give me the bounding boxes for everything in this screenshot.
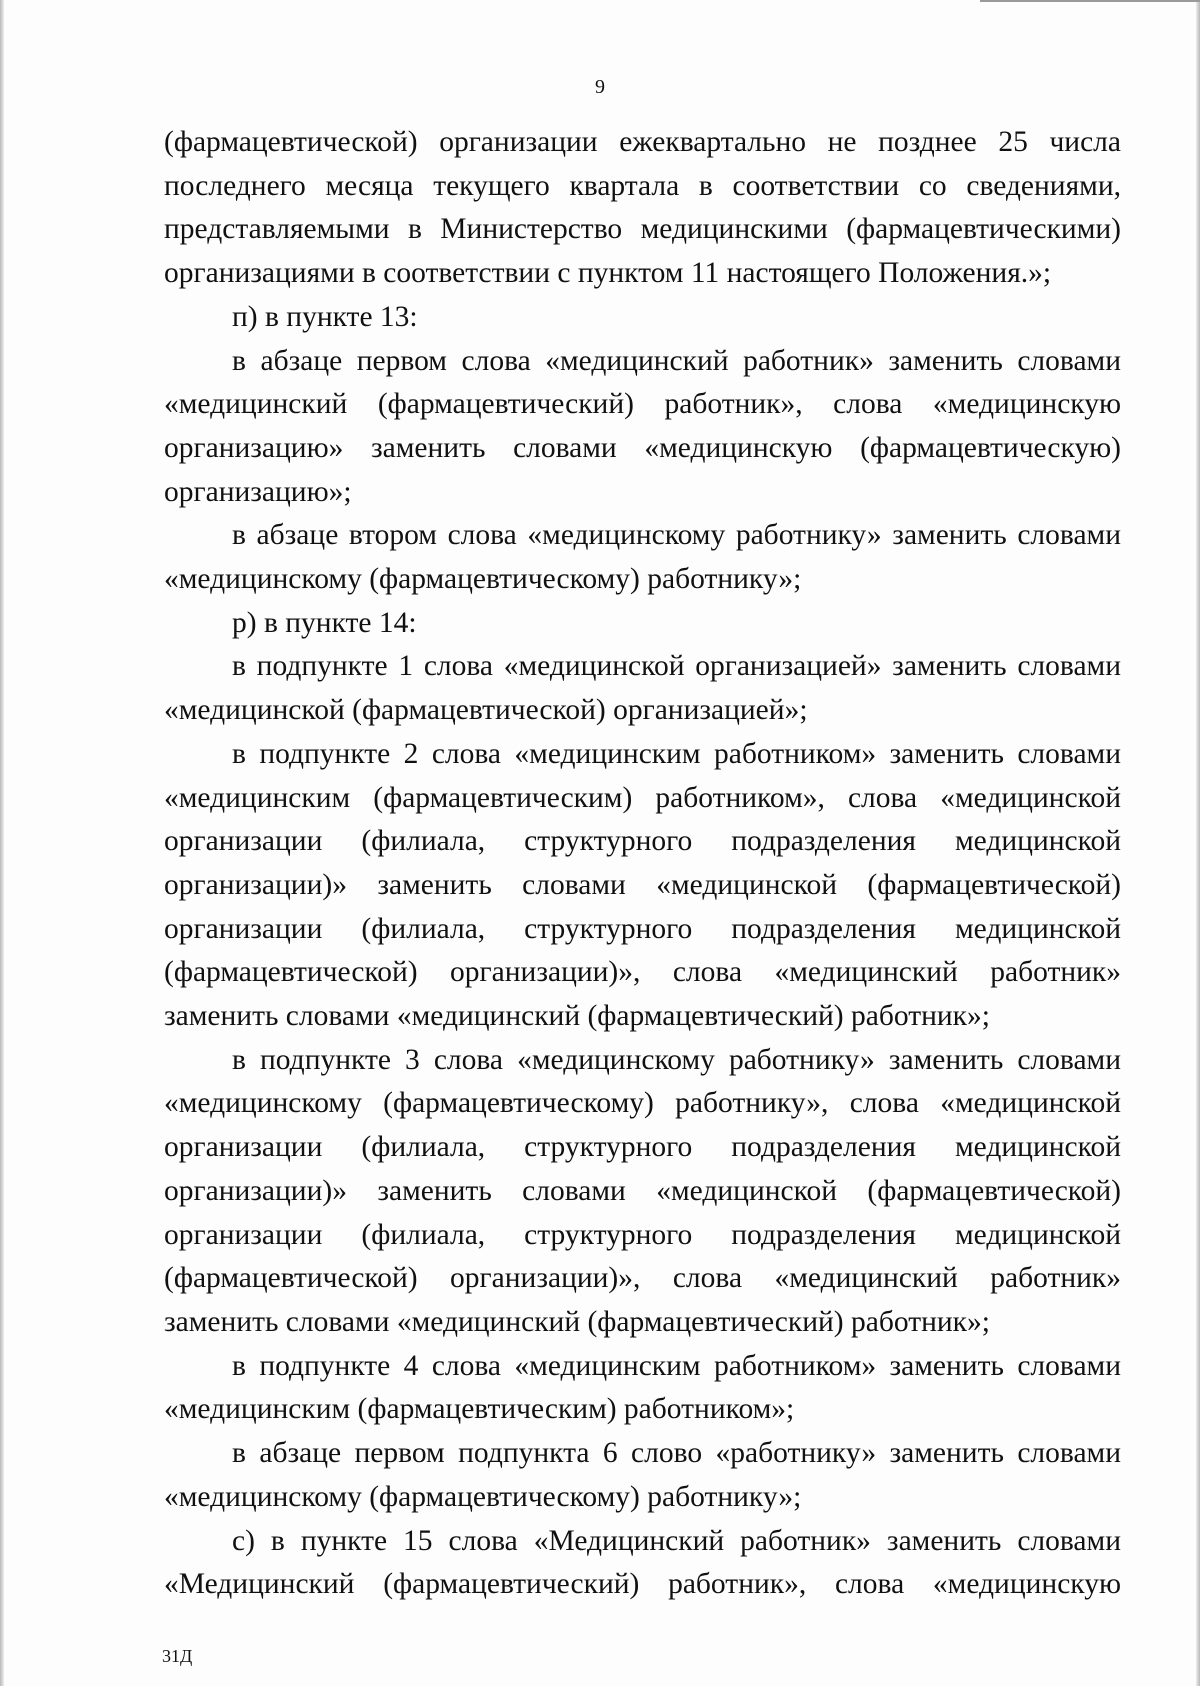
scan-edge-right <box>1196 0 1200 1686</box>
paragraph: (фармацевтической) организации ежеквартально не позднее 25 числа последнего месяца текущего квартала в соответствии со сведениями, представляемыми в Министерство медицинскими (фармацевтическими) организациями в соответствии с пунктом 11 настоящего Положения.»; <box>164 126 1121 290</box>
paragraph: р) в пункте 14: <box>232 606 417 639</box>
footer-code: 31Д <box>162 1646 193 1666</box>
page-number: 9 <box>595 76 605 98</box>
paragraph: в абзаце первом слова «медицинский работник» заменить словами «медицинский (фармацевтический) работник», слова «медицинскую организацию» заменить словами «медицинскую (фармацевтическую) организацию»; <box>164 344 1121 508</box>
scan-edge-top <box>980 0 1200 2</box>
paragraph: с) в пункте 15 слова «Медицинский работник» заменить словами «Медицинский (фармацевтический) работник», слова «медицинскую <box>164 1524 1121 1601</box>
paragraph: в абзаце первом подпункта 6 слово «работнику» заменить словами «медицинскому (фармацевтическому) работнику»; <box>164 1437 1121 1513</box>
document-body <box>164 121 1121 1607</box>
paragraph: в подпункте 2 слова «медицинским работником» заменить словами «медицинским (фармацевтическим) работником», слова «медицинской организации (филиала, структурного подразделения медицинской организации)» заменить словами «медицинской (фармацевтической) организации (филиала, структурного подразделения медицинской (фармацевтической) организации)», слова «медицинский работник» заменить словами «медицинский (фармацевтический) работник»; <box>164 737 1121 1033</box>
scan-edge-left <box>0 0 4 1686</box>
paragraph: п) в пункте 13: <box>232 300 418 333</box>
paragraph: в абзаце втором слова «медицинскому работнику» заменить словами «медицинскому (фармацевтическому) работнику»; <box>164 519 1121 596</box>
paragraph: в подпункте 1 слова «медицинской организацией» заменить словами «медицинской (фармацевтической) организацией»; <box>164 650 1121 727</box>
paragraph: в подпункте 3 слова «медицинскому работнику» заменить словами «медицинскому (фармацевтическому) работнику», слова «медицинской организации (филиала, структурного подразделения медицинской организации)» заменить словами «медицинской (фармацевтической) организации (филиала, структурного подразделения медицинской (фармацевтической) организации)», слова «медицинский работник» заменить словами «медицинский (фармацевтический) работник»; <box>164 1043 1121 1338</box>
paragraph: в подпункте 4 слова «медицинским работником» заменить словами «медицинским (фармацевтическим) работником»; <box>164 1349 1121 1426</box>
